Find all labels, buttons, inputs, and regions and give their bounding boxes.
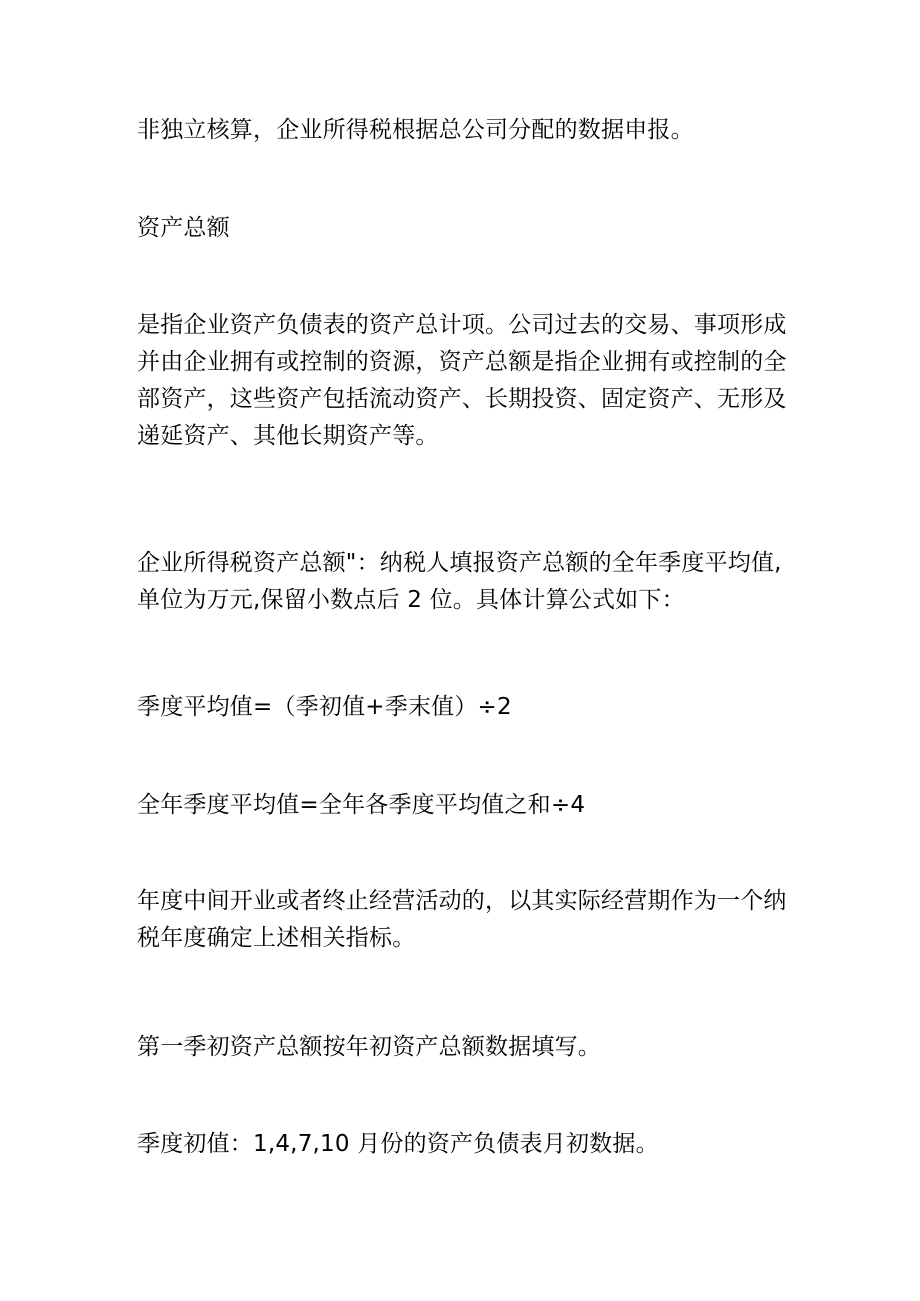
text-line: 年度中间开业或者终止经营活动的，以其实际经营期作为一个纳 (137, 888, 787, 914)
text-line: 第一季初资产总额按年初资产总额数据填写。 (137, 1034, 601, 1060)
text-line: 季度初值：1,4,7,10 月份的资产负债表月初数据。 (137, 1131, 659, 1157)
paragraph-branch-accounting (137, 112, 792, 149)
paragraph-total-assets-definition (137, 307, 792, 455)
text-line: 并由企业拥有或控制的资源，资产总额是指企业拥有或控制的全 (137, 349, 787, 375)
formula-annual-quarter-average (137, 787, 792, 824)
text-line: 非独立核算，企业所得税根据总公司分配的数据申报。 (137, 117, 694, 143)
paragraph-midyear-operation (137, 883, 792, 957)
text-line: 全年季度平均值=全年各季度平均值之和÷4 (137, 792, 586, 818)
paragraph-quarter-initial-value (137, 1126, 792, 1163)
text-line: 部资产，这些资产包括流动资产、长期投资、固定资产、无形及 (137, 386, 787, 412)
text-line: 递延资产、其他长期资产等。 (137, 423, 439, 449)
text-line: 税年度确定上述相关指标。 (137, 925, 416, 951)
text-line: 资产总额 (137, 215, 230, 241)
heading-total-assets (137, 210, 792, 247)
formula-quarter-average (137, 689, 792, 726)
text-line: 季度平均值=（季初值+季末值）÷2 (137, 694, 512, 720)
text-line: 是指企业资产负债表的资产总计项。公司过去的交易、事项形成 (137, 312, 787, 338)
text-line: 企业所得税资产总额"：纳税人填报资产总额的全年季度平均值, (137, 550, 782, 576)
text-line: 单位为万元,保留小数点后 2 位。具体计算公式如下： (137, 587, 685, 613)
paragraph-tax-total-assets (137, 545, 792, 619)
paragraph-first-quarter-initial (137, 1029, 792, 1066)
